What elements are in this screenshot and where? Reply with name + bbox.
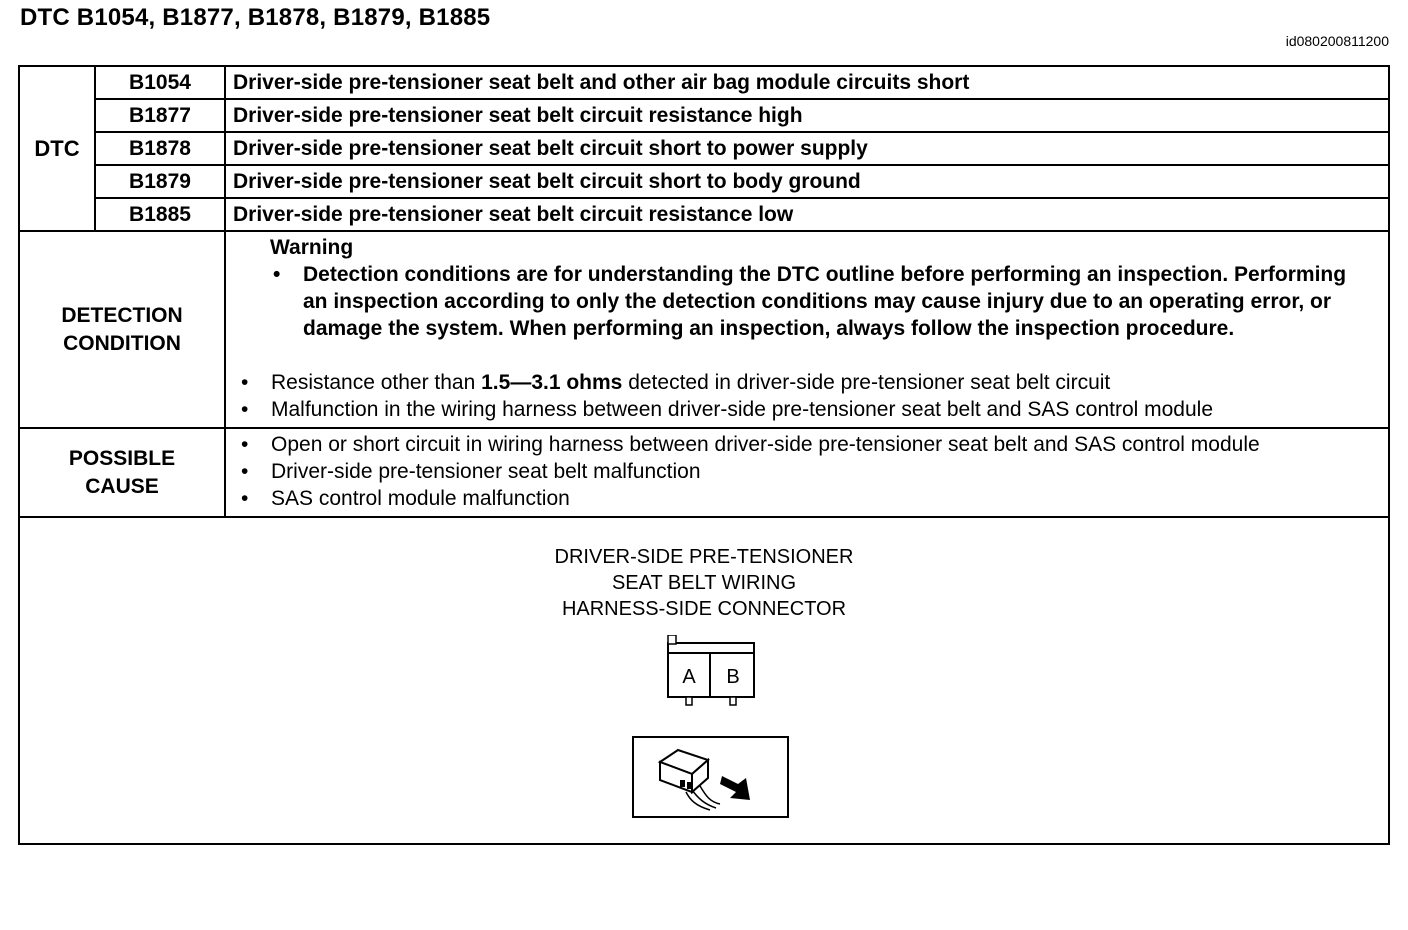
diagram-row bbox=[19, 517, 1389, 844]
document-id: id080200811200 bbox=[1285, 33, 1389, 49]
cause-label-line: CAUSE bbox=[85, 474, 159, 498]
table-row bbox=[19, 99, 1389, 132]
detection-condition-row bbox=[19, 231, 1389, 428]
list-item: • Malfunction in the wiring harness between driver-side pre-tensioner seat belt and SAS control module bbox=[238, 396, 1376, 423]
connector-diagram bbox=[19, 517, 1389, 844]
dtc-description: Driver-side pre-tensioner seat belt and other air bag module circuits short bbox=[225, 66, 1389, 99]
dtc-code: B1879 bbox=[95, 165, 225, 198]
bullet-text: detected in driver-side pre-tensioner seat belt circuit bbox=[622, 371, 1111, 394]
warning-text: • Detection conditions are for understanding the DTC outline before performing an inspection. Performing an inspection according to only the detection conditions may cause injury due to an operating error, or damage the system. When performing an inspection, always follow the inspection procedure. bbox=[270, 261, 1376, 342]
dtc-code: B1878 bbox=[95, 132, 225, 165]
diagram-title-line: HARNESS-SIDE CONNECTOR bbox=[561, 598, 847, 620]
dtc-description: Driver-side pre-tensioner seat belt circuit resistance low bbox=[225, 198, 1389, 231]
dtc-description: Driver-side pre-tensioner seat belt circuit resistance high bbox=[225, 99, 1389, 132]
dtc-table bbox=[18, 65, 1390, 845]
cause-list bbox=[238, 431, 1376, 512]
detection-condition-label bbox=[19, 231, 225, 428]
table-row bbox=[19, 66, 1389, 99]
warning-title: Warning bbox=[270, 236, 354, 259]
warning-list bbox=[238, 261, 1376, 342]
dtc-description: Driver-side pre-tensioner seat belt circuit short to power supply bbox=[225, 132, 1389, 165]
possible-cause-label bbox=[19, 428, 225, 517]
probe-illustration bbox=[632, 736, 789, 818]
table-row bbox=[19, 198, 1389, 231]
detection-label-line: CONDITION bbox=[63, 331, 181, 355]
dtc-code: B1877 bbox=[95, 99, 225, 132]
bullet-text: Resistance other than bbox=[271, 371, 482, 394]
dtc-code: B1885 bbox=[95, 198, 225, 231]
list-item bbox=[238, 369, 1376, 396]
detection-list bbox=[238, 369, 1376, 423]
harness-connector-icon bbox=[666, 635, 758, 709]
probe-connector-icon bbox=[634, 738, 787, 816]
possible-cause-content bbox=[225, 428, 1389, 517]
resistance-range: 1.5—3.1 ohms bbox=[481, 371, 623, 394]
detection-label-line: DETECTION bbox=[61, 303, 183, 327]
possible-cause-row bbox=[19, 428, 1389, 517]
list-item: • Open or short circuit in wiring harness between driver-side pre-tensioner seat belt and SAS control module bbox=[238, 431, 1376, 458]
diagram-title bbox=[20, 544, 1388, 622]
pin-b-label: B bbox=[726, 666, 740, 688]
dtc-description: Driver-side pre-tensioner seat belt circuit short to body ground bbox=[225, 165, 1389, 198]
cause-label-line: POSSIBLE bbox=[68, 446, 176, 470]
pin-a-label: A bbox=[682, 666, 696, 688]
list-item: • SAS control module malfunction bbox=[238, 485, 1376, 512]
dtc-label: DTC bbox=[19, 66, 95, 231]
detection-condition-content bbox=[225, 231, 1389, 428]
table-row bbox=[19, 132, 1389, 165]
page-title: DTC B1054, B1877, B1878, B1879, B1885 bbox=[20, 4, 491, 31]
diagram-title-line: SEAT BELT WIRING bbox=[611, 572, 797, 594]
table-row bbox=[19, 165, 1389, 198]
list-item: • Driver-side pre-tensioner seat belt malfunction bbox=[238, 458, 1376, 485]
diagram-title-line: DRIVER-SIDE PRE-TENSIONER bbox=[554, 546, 854, 568]
dtc-code: B1054 bbox=[95, 66, 225, 99]
